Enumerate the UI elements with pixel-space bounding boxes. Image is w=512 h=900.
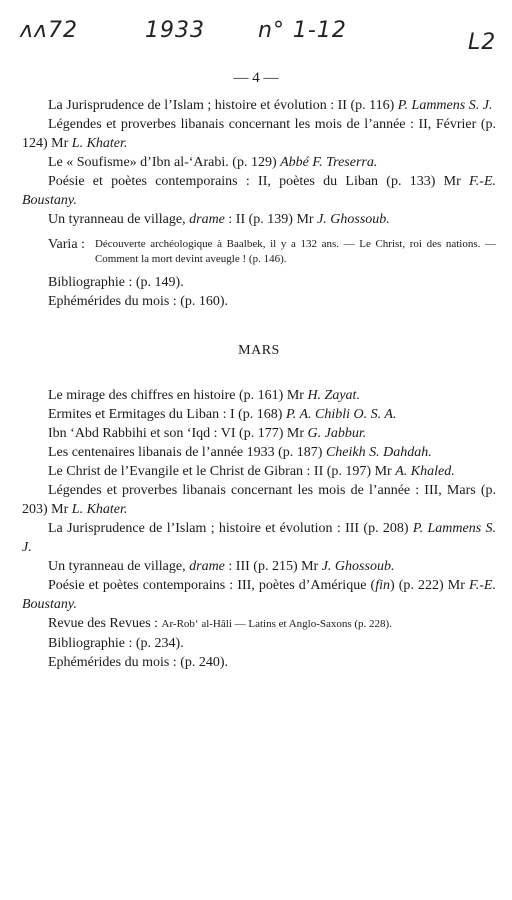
toc-entry: La Jurisprudence de l’Islam ; histoire et évolution : II (p. 116) P. Lammens S. J. <box>48 98 493 113</box>
toc-entry: Le mirage des chiffres en histoire (p. 161) Mr H. Zayat. <box>48 388 360 403</box>
toc-entry: Légendes et proverbes libanais concernant les mois de l’année : II, Février (p. 124) Mr L. Khater. <box>22 117 496 151</box>
table-of-contents <box>22 96 496 672</box>
toc-entry: Ermites et Ermitages du Liban : I (p. 168) P. A. Chibli O. S. A. <box>48 407 397 422</box>
toc-entry: Poésie et poètes contemporains : III, poètes d’Amérique (fin) (p. 222) Mr F.-E. Boustany. <box>22 578 496 612</box>
page-number: — 4 — <box>233 70 279 86</box>
toc-entry: Un tyranneau de village, drame : III (p. 215) Mr J. Ghossoub. <box>48 559 395 574</box>
toc-entry-ephemerides: Ephémérides du mois : (p. 240). <box>48 655 229 670</box>
varia-text: Découverte archéologique à Baalbek, il y a 132 ans. — Le Christ, roi des nations. — Comment la mort devint aveugle ! (p. 146). <box>94 238 496 265</box>
varia-section <box>48 237 496 267</box>
toc-entry-revue-des-revues: Revue des Revues : Ar-Rob‘ al-Hâli — Latins et Anglo-Saxons (p. 228). <box>48 616 392 631</box>
toc-entry: La Jurisprudence de l’Islam ; histoire et évolution : III (p. 208) P. Lammens S. J. <box>22 521 496 555</box>
handwritten-annotation-3: n° 1-12 <box>258 18 347 43</box>
varia-label: Varia : <box>48 237 85 252</box>
handwritten-annotation-2: 1933 <box>145 18 205 43</box>
toc-entry: Le « Soufisme» d’Ibn al-‘Arabi. (p. 129) Abbé F. Treserra. <box>48 155 378 170</box>
toc-entry: Le Christ de l’Evangile et le Christ de Gibran : II (p. 197) Mr A. Khaled. <box>48 464 455 479</box>
section-heading-mars: MARS <box>238 343 280 358</box>
toc-entry-bibliographie: Bibliographie : (p. 234). <box>48 636 184 651</box>
toc-entry: Un tyranneau de village, drame : II (p. 139) Mr J. Ghossoub. <box>48 212 390 227</box>
toc-entry: Légendes et proverbes libanais concernant les mois de l’année : III, Mars (p. 203) Mr L. Khater. <box>22 483 496 517</box>
toc-entry-ephemerides: Ephémérides du mois : (p. 160). <box>48 294 229 309</box>
toc-entry: Les centenaires libanais de l’année 1933 (p. 187) Cheikh S. Dahdah. <box>48 445 432 460</box>
toc-entry: Ibn ‘Abd Rabbihi et son ‘Iqd : VI (p. 177) Mr G. Jabbur. <box>48 426 367 441</box>
toc-entry: Poésie et poètes contemporains : II, poètes du Liban (p. 133) Mr F.-E. Boustany. <box>22 174 496 208</box>
handwritten-annotation-1: ʌʌ72 <box>20 18 79 43</box>
handwritten-annotation-4: L2 <box>468 30 497 55</box>
toc-entry-bibliographie: Bibliographie : (p. 149). <box>48 275 184 290</box>
